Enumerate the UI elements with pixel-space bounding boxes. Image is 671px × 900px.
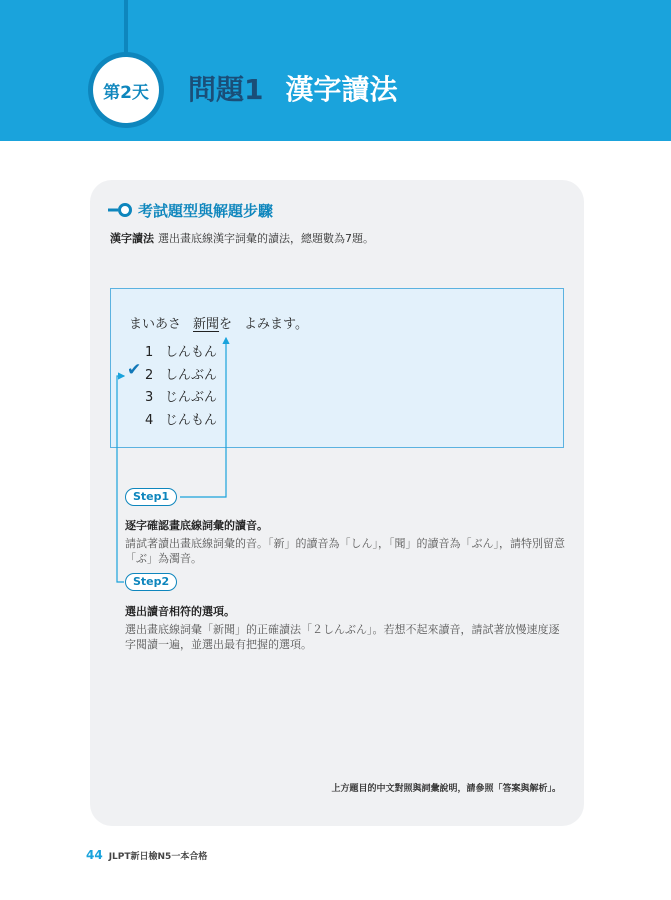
option-1 xyxy=(145,341,217,360)
step2-body: 選出畫底線詞彙「新聞」的正確讀法「２しんぶん」。若想不起來讀音，請試著放慢速度逐字閱讀一遍，並選出最有把握的選項。 xyxy=(125,623,560,651)
correct-check-icon: ✔ xyxy=(127,360,142,380)
option-number: 1 xyxy=(145,345,154,360)
page-number: 44 xyxy=(86,848,103,862)
section-intro xyxy=(110,230,374,246)
chapter-title xyxy=(188,68,398,108)
answer-reference-note: 上方題目的中文對照與詞彙說明，請參照「答案與解析」。 xyxy=(331,784,561,794)
option-text: しんぶん xyxy=(165,368,218,383)
option-text: じんもん xyxy=(165,413,218,428)
book-title: JLPT新日檢N5一本合格 xyxy=(108,852,208,862)
option-3 xyxy=(145,386,217,405)
sentence-start: まいあさ xyxy=(129,317,182,332)
sentence-particle: を xyxy=(219,317,233,332)
sentence-end: よみます。 xyxy=(244,317,309,332)
option-4 xyxy=(145,409,217,428)
step1-label: Step1 xyxy=(133,490,170,503)
page-footer xyxy=(86,848,207,862)
step2-label: Step2 xyxy=(133,575,170,588)
option-text: しんもん xyxy=(165,345,218,360)
option-text: じんぶん xyxy=(165,390,218,405)
intro-text: 選出畫底線漢字詞彙的讀法，總題數為7題。 xyxy=(158,232,374,245)
option-number: 2 xyxy=(145,368,154,383)
header-hanging-line xyxy=(124,0,128,56)
intro-label: 漢字讀法 xyxy=(110,232,154,245)
chapter-title-number: 問題1 xyxy=(188,73,264,106)
option-number: 3 xyxy=(145,390,154,405)
step1-heading: 逐字確認畫底線詞彙的讀音。 xyxy=(125,519,268,532)
section-bullet-icon xyxy=(108,203,134,217)
step1-body: 請試著讀出畫底線詞彙的音。「新」的讀音為「しん」，「聞」的讀音為「ぶん」，請特別留意「ぶ」為濁音。 xyxy=(125,537,565,565)
day-badge xyxy=(93,57,159,123)
chapter-title-topic: 漢字讀法 xyxy=(285,73,398,106)
step1-badge xyxy=(125,488,177,506)
option-2 xyxy=(145,364,217,383)
question-sentence xyxy=(129,313,308,332)
step2-badge xyxy=(125,573,177,591)
sentence-underlined-word: 新聞 xyxy=(193,317,220,332)
step2-heading: 選出讀音相符的選項。 xyxy=(125,605,235,618)
day-badge-label: 第2天 xyxy=(103,82,149,103)
option-number: 4 xyxy=(145,413,154,428)
section-title: 考試題型與解題步驟 xyxy=(138,202,274,220)
